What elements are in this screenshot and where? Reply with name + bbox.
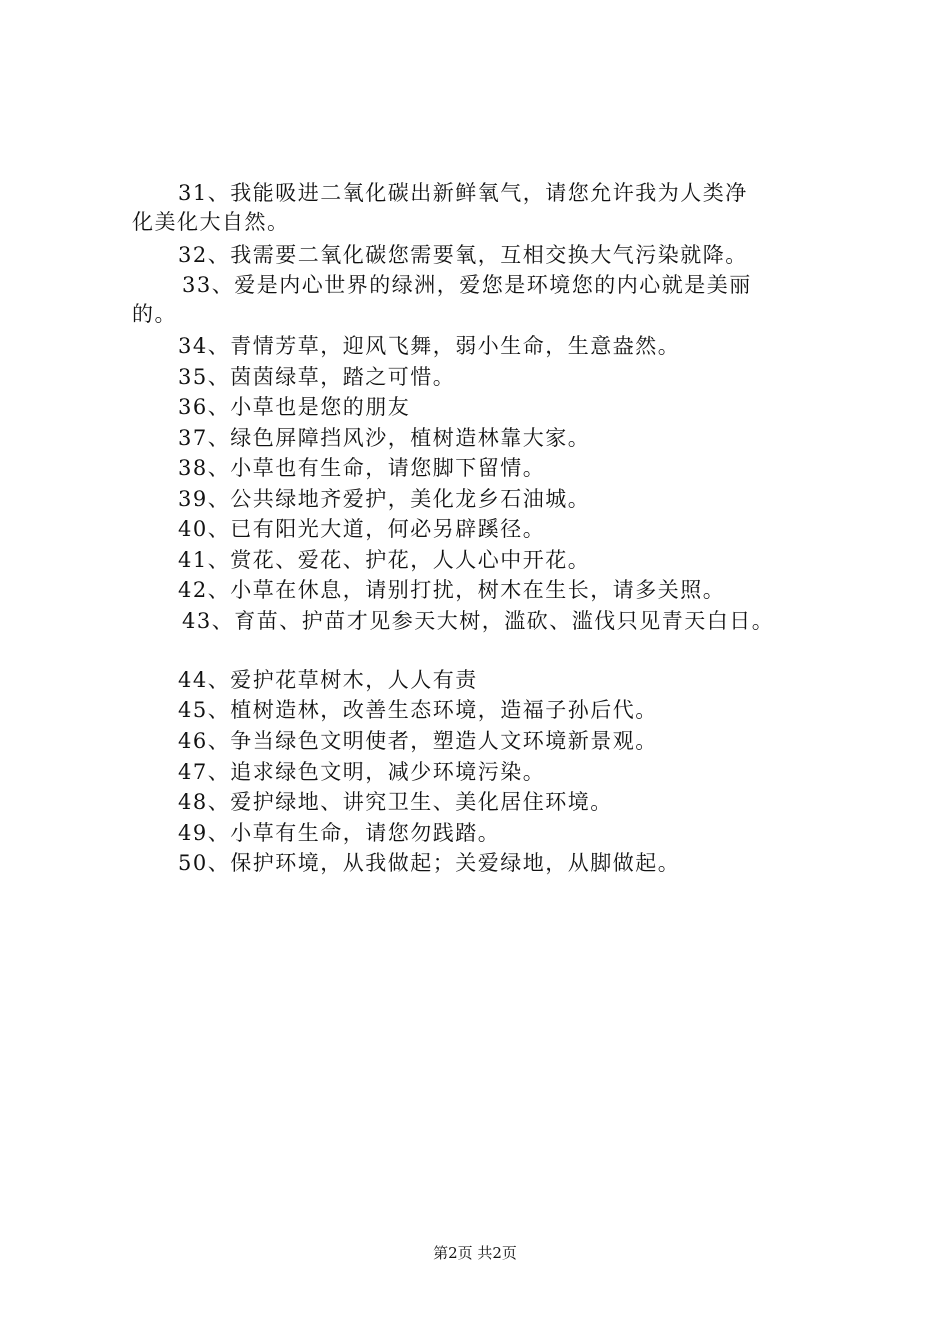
- slogan-line: 37、绿色屏障挡风沙，植树造林靠大家。: [178, 426, 591, 450]
- slogan-line: 48、爱护绿地、讲究卫生、美化居住环境。: [178, 790, 613, 814]
- slogan-line: 的。: [132, 302, 177, 326]
- slogan-line: 41、赏花、爱花、护花，人人心中开花。: [178, 548, 591, 572]
- slogan-line: 35、茵茵绿草，踏之可惜。: [178, 365, 456, 389]
- slogan-line: 43、育苗、护苗才见参天大树，滥砍、滥伐只见青天白日。: [182, 609, 775, 633]
- slogan-line: 40、已有阳光大道，何必另辟蹊径。: [178, 517, 546, 541]
- slogan-line: 46、争当绿色文明使者，塑造人文环境新景观。: [178, 729, 658, 753]
- page-footer: 第2页 共2页: [433, 1244, 517, 1262]
- slogan-line: 化美化大自然。: [132, 210, 290, 234]
- slogan-line: 50、保护环境，从我做起；关爱绿地，从脚做起。: [178, 851, 681, 875]
- slogan-line: 34、青情芳草，迎风飞舞，弱小生命，生意盎然。: [178, 334, 681, 358]
- slogan-line: 36、小草也是您的朋友: [178, 395, 411, 419]
- slogan-line: 39、公共绿地齐爱护，美化龙乡石油城。: [178, 487, 591, 511]
- slogan-line: 32、我需要二氧化碳您需要氧，互相交换大气污染就降。: [178, 243, 748, 267]
- slogan-line: 38、小草也有生命，请您脚下留情。: [178, 456, 546, 480]
- slogan-line: 47、追求绿色文明，减少环境污染。: [178, 760, 546, 784]
- slogan-line: 33、爱是内心世界的绿洲，爱您是环境您的内心就是美丽: [182, 273, 752, 297]
- slogan-line: 45、植树造林，改善生态环境，造福子孙后代。: [178, 698, 658, 722]
- slogan-line: 49、小草有生命，请您勿践踏。: [178, 821, 501, 845]
- slogan-line: 44、爱护花草树木，人人有责: [178, 668, 478, 692]
- slogan-line: 42、小草在休息，请别打扰，树木在生长，请多关照。: [178, 578, 726, 602]
- slogan-line: 31、我能吸进二氧化碳出新鲜氧气，请您允许我为人类净: [178, 181, 748, 205]
